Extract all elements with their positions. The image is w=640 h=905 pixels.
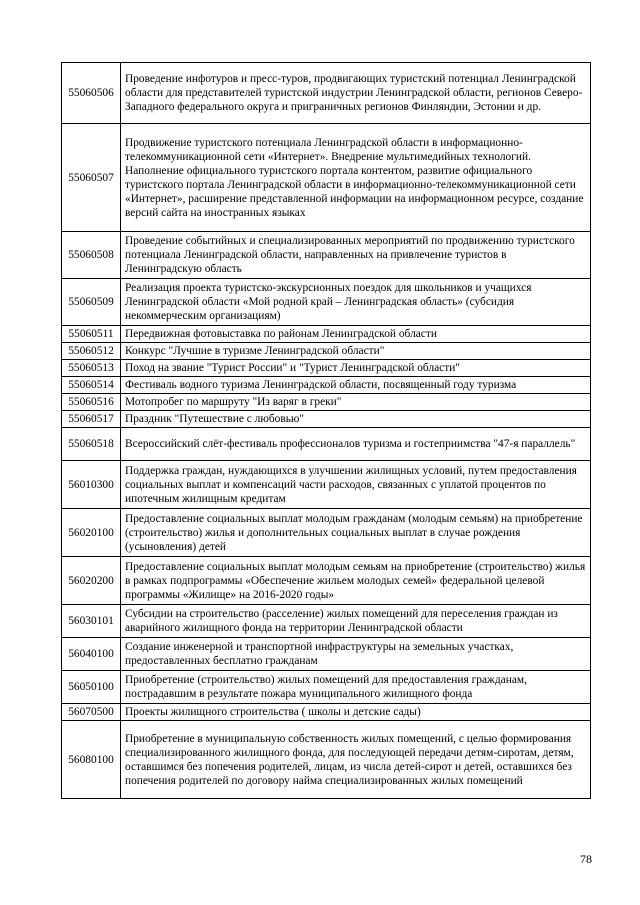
table-row <box>62 411 591 428</box>
table-row <box>62 124 591 232</box>
code-cell: 55060506 <box>62 63 121 124</box>
code-cell: 56020100 <box>62 509 121 557</box>
code-cell: 56050100 <box>62 671 121 704</box>
description-cell: Передвижная фотовыставка по районам Ленинградской области <box>121 326 591 343</box>
table-row <box>62 63 591 124</box>
table-row <box>62 638 591 671</box>
page-number: 78 <box>580 852 592 866</box>
description-cell: Фестиваль водного туризма Ленинградской области, посвященный году туризма <box>121 377 591 394</box>
table-row <box>62 428 591 461</box>
description-cell: Конкурс "Лучшие в туризме Ленинградской области" <box>121 343 591 360</box>
description-cell: Создание инженерной и транспортной инфраструктуры на земельных участках, предоставленных бесплатно гражданам <box>121 638 591 671</box>
table-row <box>62 605 591 638</box>
budget-code-table <box>61 62 591 799</box>
code-cell: 56010300 <box>62 461 121 509</box>
description-cell: Поддержка граждан, нуждающихся в улучшении жилищных условий, путем предоставления социальных выплат и компенсаций части расходов, связанных с уплатой процентов по ипотечным жилищным кредитам <box>121 461 591 509</box>
code-cell: 56070500 <box>62 704 121 721</box>
table-row <box>62 557 591 605</box>
table-row <box>62 232 591 279</box>
description-cell: Субсидии на строительство (расселение) жилых помещений для переселения граждан из аварийного жилищного фонда на территории Ленинградской области <box>121 605 591 638</box>
code-cell: 55060513 <box>62 360 121 377</box>
description-cell: Предоставление социальных выплат молодым семьям на приобретение (строительство) жилья в рамках подпрограммы «Обеспечение жильем молодых семей» федеральной целевой программы «Жилище» на 2016-2020 годы» <box>121 557 591 605</box>
code-cell: 55060509 <box>62 279 121 326</box>
code-cell: 56030101 <box>62 605 121 638</box>
description-cell: Проведение событийных и специализированных мероприятий по продвижению туристского потенциала Ленинградской области, направленных на привлечение туристов в Ленинградскую область <box>121 232 591 279</box>
table-row <box>62 326 591 343</box>
table-row <box>62 279 591 326</box>
code-cell: 56020200 <box>62 557 121 605</box>
description-cell: Проведение инфотуров и пресс-туров, продвигающих туристский потенциал Ленинградской области для представителей туристской индустрии Ленинградской области, регионов Северо-Западного федерального округа и приграничных регионов Финляндии, Эстонии и др. <box>121 63 591 124</box>
table-row <box>62 509 591 557</box>
table-row <box>62 394 591 411</box>
description-cell: Приобретение в муниципальную собственность жилых помещений, с целью формирования специализированного жилищного фонда, для последующей передачи детям-сиротам, детям, оставшимся без попечения родителей, лицам, из числа детей-сирот и детей, оставшихся без попечения родителей по договору найма специализированных жилых помещений <box>121 721 591 799</box>
code-cell: 55060508 <box>62 232 121 279</box>
table-row <box>62 461 591 509</box>
description-cell: Всероссийский слёт-фестиваль профессионалов туризма и гостеприимства "47-я параллель" <box>121 428 591 461</box>
table-row <box>62 360 591 377</box>
description-cell: Приобретение (строительство) жилых помещений для предоставления гражданам, пострадавшим в результате пожара муниципального жилищного фонда <box>121 671 591 704</box>
description-cell: Праздник "Путешествие с любовью" <box>121 411 591 428</box>
description-cell: Мотопробег по маршруту "Из варяг в греки" <box>121 394 591 411</box>
table-row <box>62 343 591 360</box>
description-cell: Продвижение туристского потенциала Ленинградской области в информационно-телекоммуникационной сети «Интернет». Внедрение мультимедийных технологий. Наполнение официального туристского портала контентом, развитие официального туристского портала Ленинградской области в информационно-телекоммуникационной сети «Интернет», расширение представленной информации на информационном ресурсе, создание версий сайта на иностранных языках <box>121 124 591 232</box>
table-row <box>62 671 591 704</box>
table-row <box>62 704 591 721</box>
table-row <box>62 377 591 394</box>
table-row <box>62 721 591 799</box>
code-cell: 55060514 <box>62 377 121 394</box>
code-cell: 55060517 <box>62 411 121 428</box>
code-cell: 55060512 <box>62 343 121 360</box>
code-cell: 56080100 <box>62 721 121 799</box>
code-cell: 55060518 <box>62 428 121 461</box>
code-cell: 55060511 <box>62 326 121 343</box>
code-cell: 56040100 <box>62 638 121 671</box>
description-cell: Поход на звание "Турист России" и "Турист Ленинградской области" <box>121 360 591 377</box>
code-cell: 55060507 <box>62 124 121 232</box>
code-cell: 55060516 <box>62 394 121 411</box>
description-cell: Проекты жилищного строительства ( школы и детские сады) <box>121 704 591 721</box>
description-cell: Реализация проекта туристско-экскурсионных поездок для школьников и учащихся Ленинградской области «Мой родной край – Ленинградская область» (субсидия некоммерческим организациям) <box>121 279 591 326</box>
description-cell: Предоставление социальных выплат молодым гражданам (молодым семьям) на приобретение (строительство) жилья и дополнительных социальных выплат в случае рождения (усыновления) детей <box>121 509 591 557</box>
